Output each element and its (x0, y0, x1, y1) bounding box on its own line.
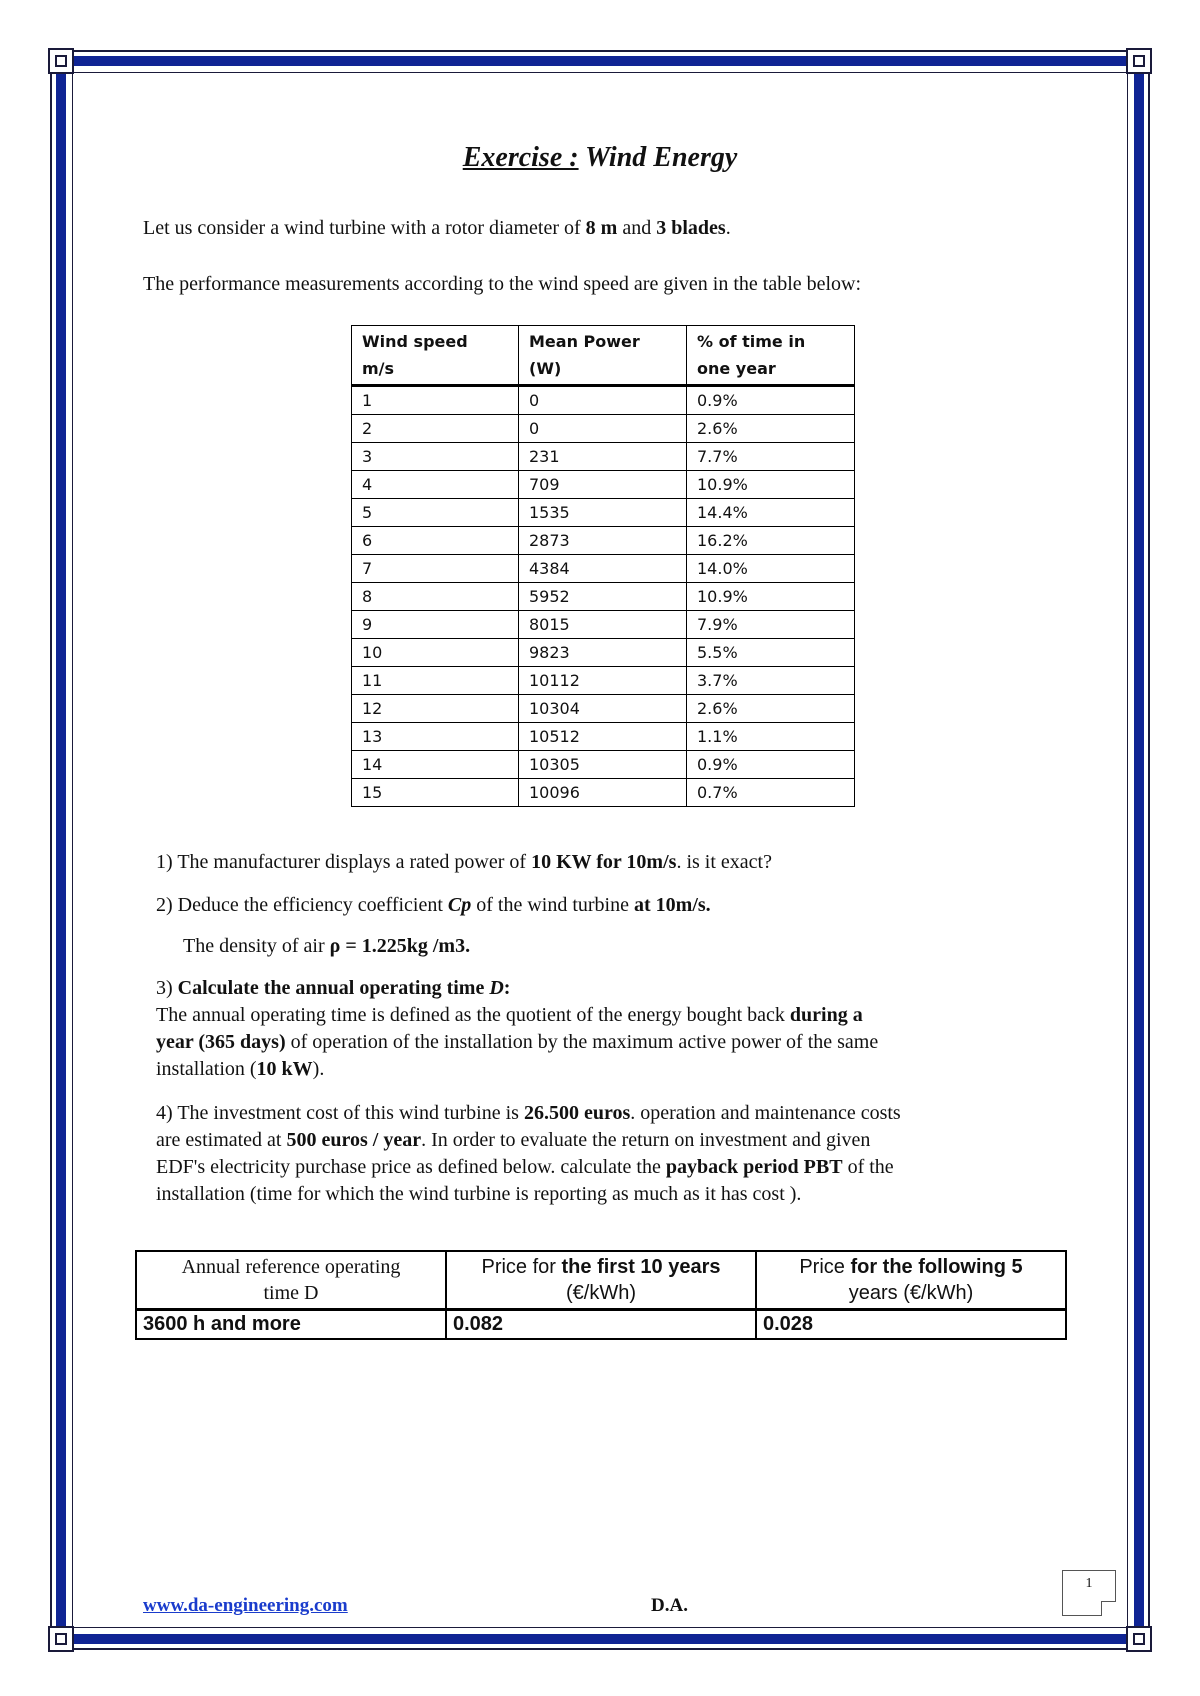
cell-time-percent: 0.9% (687, 751, 855, 779)
intro-text (143, 217, 731, 240)
cell-mean-power: 9823 (519, 639, 687, 667)
cell-mean-power: 10512 (519, 723, 687, 751)
page-number: 1 (1085, 1576, 1093, 1591)
table-row (352, 555, 855, 583)
author-initials: D.A. (651, 1595, 688, 1616)
cell-time-percent: 10.9% (687, 471, 855, 499)
cell-mean-power: 10096 (519, 779, 687, 807)
question-3-body: The annual operating time is defined as the quotient of the energy bought back during a year (365 days) of operation of the installation by the maximum active power of the same installation (10 kW). (156, 1004, 879, 1080)
cell-mean-power: 10305 (519, 751, 687, 779)
table-row (352, 695, 855, 723)
header-price-first-10: Price for the first 10 years (€/kWh) (446, 1251, 756, 1310)
performance-table-header (352, 326, 855, 386)
cell-time-percent: 0.7% (687, 779, 855, 807)
cell-time-percent: 2.6% (687, 695, 855, 723)
cell-operating-time: 3600 h and more (136, 1310, 446, 1340)
cell-mean-power: 0 (519, 415, 687, 443)
header-wind-speed: Wind speed m/s (352, 326, 519, 386)
cell-time-percent: 2.6% (687, 415, 855, 443)
cell-wind-speed: 1 (352, 386, 519, 415)
cell-price-following-5: 0.028 (756, 1310, 1066, 1340)
corner-ornament (1126, 48, 1152, 74)
page-title (0, 142, 1200, 174)
intro-text-2: and (617, 217, 657, 239)
table-row (352, 499, 855, 527)
table-row (352, 611, 855, 639)
cell-wind-speed: 12 (352, 695, 519, 723)
price-table-header (136, 1251, 1066, 1310)
measurements-intro: The performance measurements according to the wind speed are given in the table below: (143, 273, 862, 295)
table-row (352, 471, 855, 499)
air-density: The density of air ρ = 1.225kg /m3. (183, 935, 471, 957)
cell-mean-power: 709 (519, 471, 687, 499)
table-row (352, 415, 855, 443)
page-number-box (1062, 1570, 1116, 1616)
cell-mean-power: 4384 (519, 555, 687, 583)
cell-mean-power: 5952 (519, 583, 687, 611)
header-mean-power: Mean Power (W) (519, 326, 687, 386)
title-prefix: Exercise : (462, 142, 579, 173)
cell-time-percent: 10.9% (687, 583, 855, 611)
cell-wind-speed: 5 (352, 499, 519, 527)
cell-wind-speed: 8 (352, 583, 519, 611)
table-row (352, 723, 855, 751)
cell-time-percent: 1.1% (687, 723, 855, 751)
table-row (352, 779, 855, 807)
table-row (352, 639, 855, 667)
cell-time-percent: 14.0% (687, 555, 855, 583)
cell-mean-power: 0 (519, 386, 687, 415)
question-2: 2) Deduce the efficiency coefficient Cp of the wind turbine at 10m/s. (156, 894, 711, 916)
cell-mean-power: 2873 (519, 527, 687, 555)
cell-wind-speed: 13 (352, 723, 519, 751)
cell-wind-speed: 2 (352, 415, 519, 443)
blade-count: 3 blades (656, 217, 726, 239)
cell-wind-speed: 7 (352, 555, 519, 583)
cell-wind-speed: 9 (352, 611, 519, 639)
cell-wind-speed: 10 (352, 639, 519, 667)
table-row (352, 443, 855, 471)
cell-wind-speed: 11 (352, 667, 519, 695)
corner-ornament (48, 48, 74, 74)
cell-mean-power: 10112 (519, 667, 687, 695)
corner-ornament (1126, 1626, 1152, 1652)
cell-time-percent: 3.7% (687, 667, 855, 695)
cell-time-percent: 16.2% (687, 527, 855, 555)
price-table (135, 1250, 1067, 1340)
cell-wind-speed: 15 (352, 779, 519, 807)
cell-time-percent: 7.7% (687, 443, 855, 471)
table-row (352, 667, 855, 695)
header-operating-time: Annual reference operating time D (136, 1251, 446, 1310)
cell-wind-speed: 6 (352, 527, 519, 555)
cell-mean-power: 1535 (519, 499, 687, 527)
website-link[interactable]: www.da-engineering.com (143, 1595, 348, 1616)
cell-mean-power: 231 (519, 443, 687, 471)
table-row (352, 386, 855, 415)
table-row (352, 527, 855, 555)
title-suffix: Wind Energy (578, 142, 738, 173)
cell-time-percent: 5.5% (687, 639, 855, 667)
question-1: 1) The manufacturer displays a rated power of 10 KW for 10m/s. is it exact? (156, 851, 772, 873)
rotor-diameter: 8 m (585, 217, 618, 239)
performance-table (351, 325, 855, 807)
header-price-following-5: Price for the following 5 years (€/kWh) (756, 1251, 1066, 1310)
intro-text-1: Let us consider a wind turbine with a rotor diameter of (143, 217, 586, 239)
cell-wind-speed: 4 (352, 471, 519, 499)
intro-text-3: . (725, 217, 731, 239)
cell-wind-speed: 14 (352, 751, 519, 779)
price-table-row (136, 1310, 1066, 1340)
corner-ornament (48, 1626, 74, 1652)
table-row (352, 583, 855, 611)
cell-time-percent: 14.4% (687, 499, 855, 527)
cell-mean-power: 10304 (519, 695, 687, 723)
header-time-percent: % of time in one year (687, 326, 855, 386)
cell-mean-power: 8015 (519, 611, 687, 639)
question-3-heading: 3) Calculate the annual operating time D: (156, 977, 511, 999)
page-curl-icon (1101, 1601, 1116, 1616)
cell-time-percent: 0.9% (687, 386, 855, 415)
cell-price-first-10: 0.082 (446, 1310, 756, 1340)
cell-wind-speed: 3 (352, 443, 519, 471)
question-4: 4) The investment cost of this wind turbine is 26.500 euros. operation and maintenance costs are estimated at 500 euros / year. In order to evaluate the return on investment and given EDF's electricity purchase price as defined below. calculate the payback period PBT of the installation (time for which the wind turbine is reporting as much as it has cost ). (156, 1102, 901, 1205)
cell-time-percent: 7.9% (687, 611, 855, 639)
table-row (352, 751, 855, 779)
